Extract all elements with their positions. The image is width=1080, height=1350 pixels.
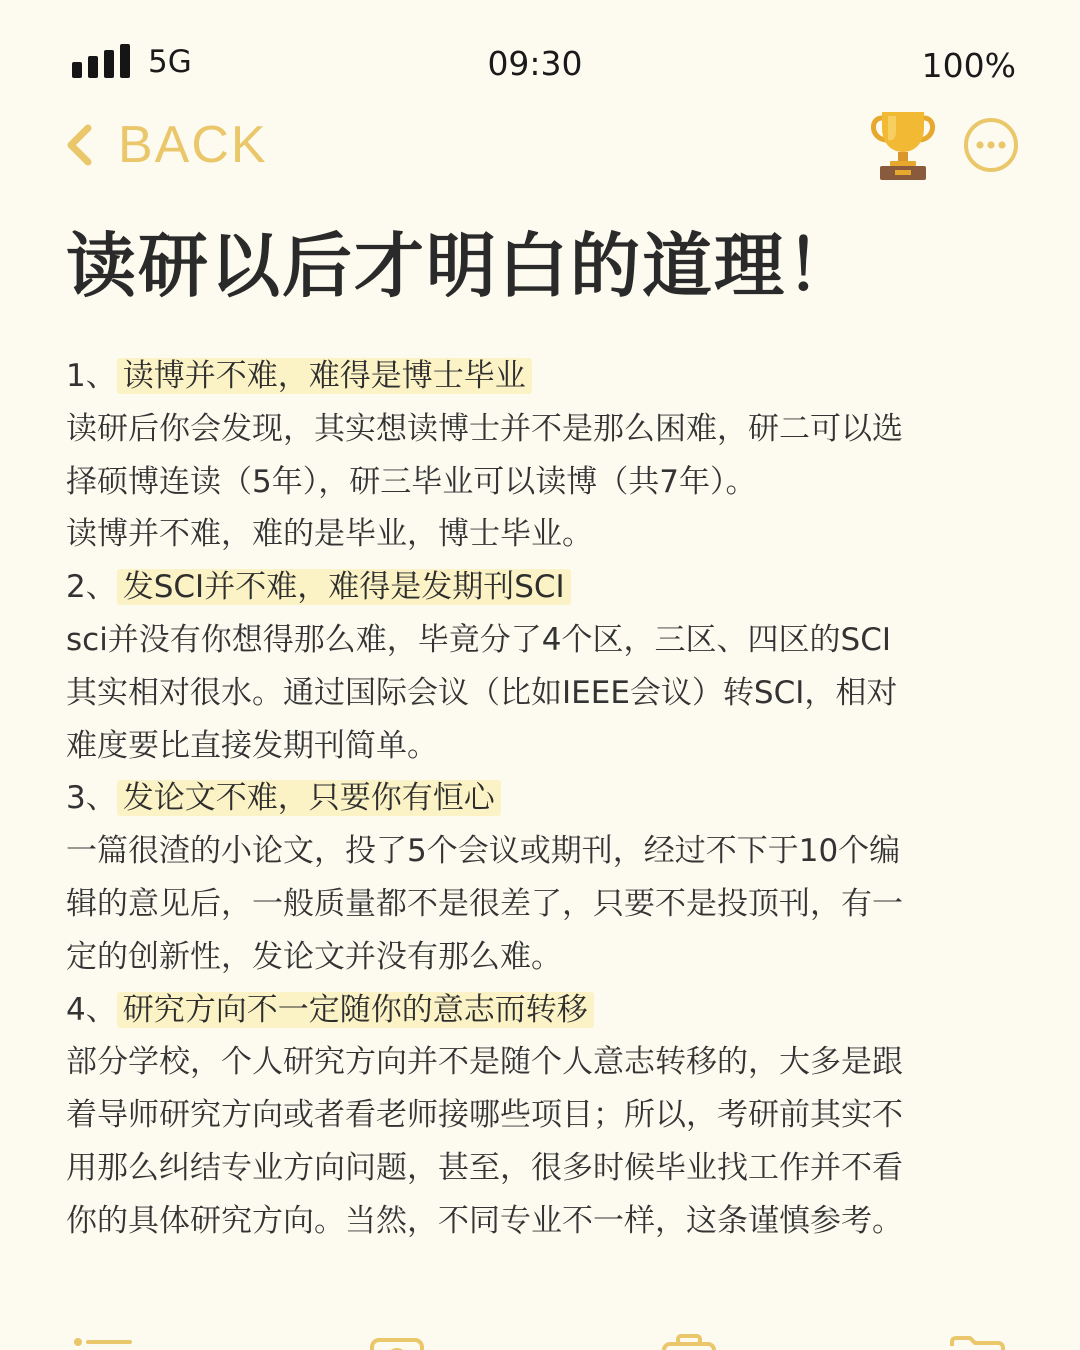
section-heading-highlight: 发SCI并不难，难得是发期刊SCI xyxy=(117,569,571,605)
page-title: 读研以后才明白的道理！ xyxy=(66,225,858,307)
article-section xyxy=(66,984,946,1248)
section-number: 3、 xyxy=(66,780,117,817)
more-dots-icon xyxy=(962,116,1020,174)
paragraph-line: 着导师研究方向或者看老师接哪些项目；所以，考研前其实不 xyxy=(66,1097,903,1134)
section-heading xyxy=(66,561,946,614)
article-section xyxy=(66,350,946,561)
bottom-tab-bar xyxy=(0,1320,1080,1350)
section-heading-highlight: 读博并不难，难得是博士毕业 xyxy=(117,358,532,394)
trophy-icon xyxy=(868,106,938,182)
tab-list[interactable] xyxy=(72,1332,132,1350)
section-heading xyxy=(66,772,946,825)
paragraph-line: 辑的意见后，一般质量都不是很差了，只要不是投顶刊，有一 xyxy=(66,885,903,922)
back-button[interactable] xyxy=(62,110,268,180)
network-type: 5G xyxy=(148,44,192,80)
paragraph-line: 用那么纠结专业方向问题，甚至，很多时候毕业找工作并不看 xyxy=(66,1149,903,1186)
list-icon xyxy=(72,1332,132,1350)
briefcase-icon xyxy=(660,1332,720,1350)
section-heading-highlight: 发论文不难，只要你有恒心 xyxy=(117,780,501,816)
paragraph-line: 你的具体研究方向。当然，不同专业不一样，这条谨慎参考。 xyxy=(66,1202,903,1239)
section-number: 4、 xyxy=(66,991,117,1028)
paragraph-line: 读博并不难，难的是毕业，博士毕业。 xyxy=(66,516,593,553)
paragraph-line: 读研后你会发现，其实想读博士并不是那么困难，研二可以选 xyxy=(66,410,903,447)
paragraph-line: 定的创新性，发论文并没有那么难。 xyxy=(66,938,562,975)
article-section xyxy=(66,561,946,772)
paragraph-line: 难度要比直接发期刊简单。 xyxy=(66,727,438,764)
trophy-button[interactable] xyxy=(868,106,938,182)
tab-briefcase[interactable] xyxy=(660,1332,720,1350)
status-time: 09:30 xyxy=(487,44,583,83)
tab-folder[interactable] xyxy=(948,1332,1008,1350)
section-heading-highlight: 研究方向不一定随你的意志而转移 xyxy=(117,992,594,1028)
article-section xyxy=(66,772,946,983)
section-number: 1、 xyxy=(66,358,117,394)
camera-icon xyxy=(368,1332,428,1350)
back-label: BACK xyxy=(118,116,268,174)
section-heading xyxy=(66,350,946,403)
paragraph-line: 部分学校，个人研究方向并不是随个人意志转移的，大多是跟 xyxy=(66,1044,903,1081)
chevron-left-icon xyxy=(62,120,96,170)
nav-bar xyxy=(0,100,1080,190)
folder-icon xyxy=(948,1332,1008,1350)
article-body xyxy=(66,350,946,1248)
tab-camera[interactable] xyxy=(368,1332,428,1350)
section-heading xyxy=(66,984,946,1037)
battery-level: 100% xyxy=(921,46,1016,85)
section-number: 2、 xyxy=(66,569,117,606)
paragraph-line: sci并没有你想得那么难，毕竟分了4个区，三区、四区的SCI xyxy=(66,621,891,658)
paragraph-line: 一篇很渣的小论文，投了5个会议或期刊，经过不下于10个编 xyxy=(66,833,901,870)
paragraph-line: 择硕博连读（5年），研三毕业可以读博（共7年）。 xyxy=(66,463,757,500)
more-options-button[interactable] xyxy=(962,116,1020,174)
paragraph-line: 其实相对很水。通过国际会议（比如IEEE会议）转SCI，相对 xyxy=(66,674,898,711)
signal-strength-icon xyxy=(72,42,132,78)
